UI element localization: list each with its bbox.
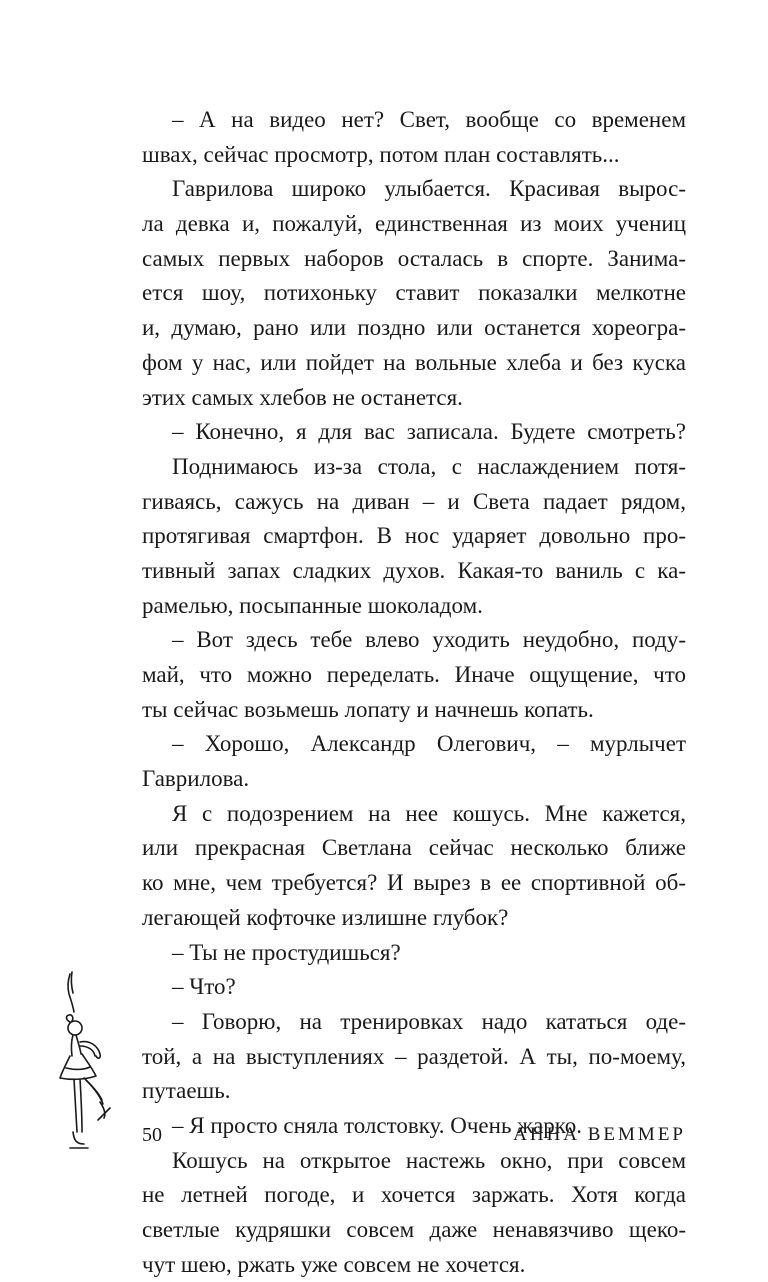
text-line: май, что можно переделать. Иначе ощущение, что — [142, 662, 686, 687]
text-line: – Я просто сняла толстовку. Очень жарко. — [172, 1112, 583, 1138]
text-line: самых первых наборов осталась в спорте. Занима- — [142, 245, 686, 271]
text-line: легающей кофточке излишне глубок? — [142, 904, 509, 930]
text-line: гиваясь, сажусь на диван – и Света падает рядом, — [142, 488, 686, 514]
page-number: 50 — [142, 1124, 162, 1146]
page-body — [142, 103, 686, 1282]
text-line: чут шею, ржать уже совсем не хочется. — [142, 1251, 526, 1277]
text-line: Поднимаюсь из-за стола, с наслаждением потя- — [172, 453, 686, 479]
figure-skater-illustration — [40, 968, 120, 1168]
text-line: этих самых хлебов не останется. — [142, 384, 463, 410]
text-line: путаешь. — [142, 1078, 231, 1104]
text-line: – А на видео нет? Свет, вообще со временем — [172, 107, 686, 132]
page-footer — [142, 1120, 686, 1150]
text-line: – Что? — [172, 974, 236, 1000]
text-line: – Конечно, я для вас записала. Будете смотреть? — [172, 419, 686, 445]
text-line: – Хорошо, Александр Олегович, – мурлычет — [172, 731, 686, 757]
text-line: Гаврилова широко улыбается. Красивая вырос- — [172, 176, 686, 202]
text-line: ется шоу, потихоньку ставит показалки мелкотне — [142, 280, 686, 306]
text-line: ты сейчас возьмешь лопату и начнешь копать. — [142, 696, 594, 722]
text-line: и, думаю, рано или поздно или останется хореогра- — [142, 315, 686, 341]
text-line: Я с подозрением на нее кошусь. Мне кажется, — [172, 800, 686, 826]
text-line: Гаврилова. — [142, 766, 250, 792]
text-line: или прекрасная Светлана сейчас несколько ближе — [142, 835, 686, 861]
text-line: – Вот здесь тебе влево уходить неудобно, поду- — [172, 627, 686, 653]
text-line: фом у нас, или пойдет на вольные хлеба и без куска — [142, 349, 686, 375]
text-line: той, а на выступлениях – раздетой. А ты, по-моему, — [142, 1043, 686, 1069]
text-line: – Ты не простудишься? — [172, 939, 401, 965]
author-name: АННА ВЕММЕР — [513, 1124, 686, 1145]
text-line: – Говорю, на тренировках надо кататься оде- — [172, 1008, 686, 1034]
text-line: Кошусь на открытое настежь окно, при совсем — [172, 1147, 686, 1173]
text-line: тивный запах сладких духов. Какая-то ваниль с ка- — [142, 557, 686, 583]
text-line: протягивая смартфон. В нос ударяет довольно про- — [142, 523, 686, 549]
text-line: ла девка и, пожалуй, единственная из моих учениц — [142, 211, 686, 237]
text-line: швах, сейчас просмотр, потом план составлять... — [142, 141, 620, 167]
text-line: не летней погоде, и хочется заржать. Хотя когда — [142, 1182, 686, 1208]
text-line: ко мне, чем требуется? И вырез в ее спортивной об- — [142, 870, 686, 896]
text-line: светлые кудряшки совсем даже ненавязчиво щеко- — [142, 1217, 686, 1242]
text-line: рамелью, посыпанные шоколадом. — [142, 592, 483, 618]
